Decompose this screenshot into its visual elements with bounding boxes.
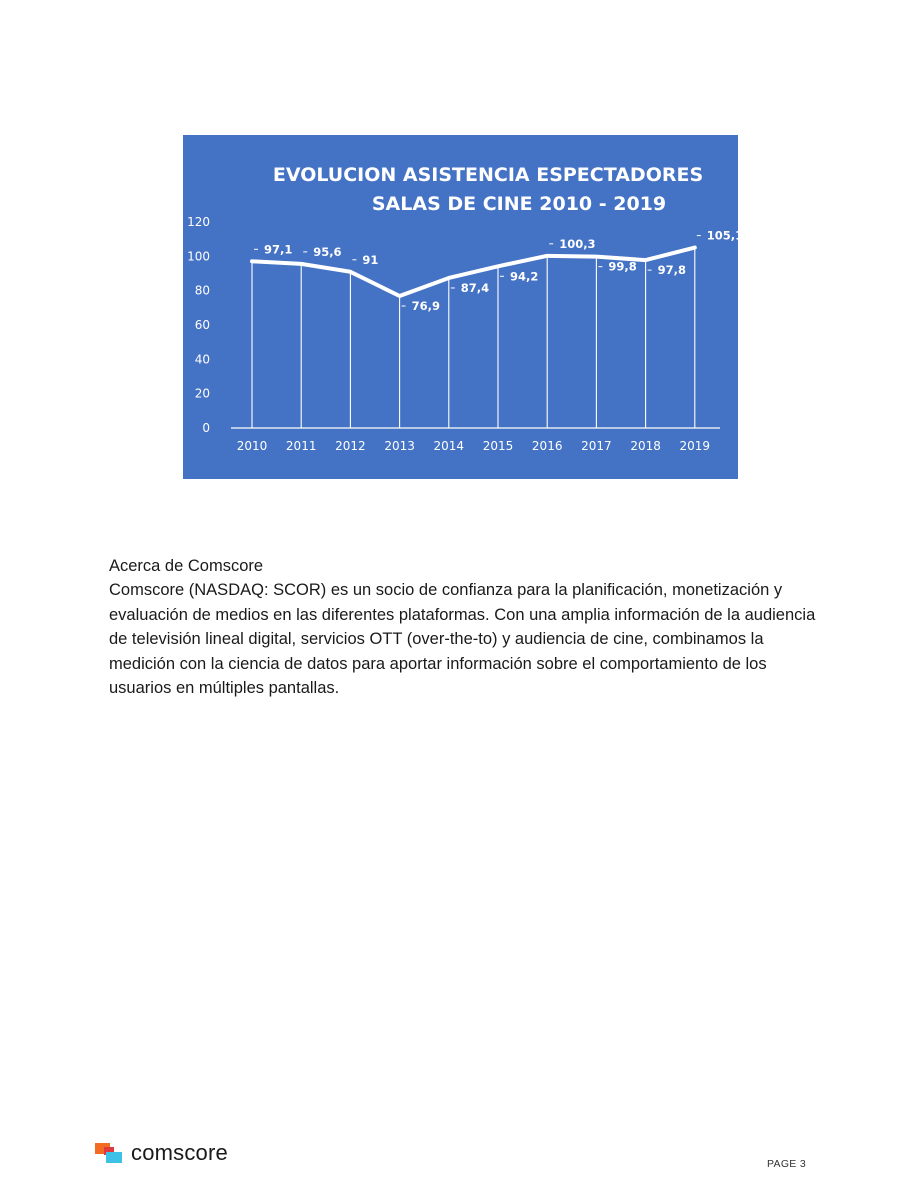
data-label: 97,1	[264, 242, 293, 257]
data-label: 91	[362, 252, 379, 267]
attendance-chart	[183, 135, 744, 479]
y-tick-label: 80	[194, 283, 210, 298]
x-tick-label: 2010	[236, 439, 268, 453]
x-tick-label: 2014	[433, 439, 465, 453]
x-tick-label: 2012	[335, 439, 366, 453]
chart-title-line-1: EVOLUCION ASISTENCIA ESPECTADORES	[272, 164, 704, 186]
y-tick-label: 40	[194, 352, 210, 367]
data-label: 97,8	[657, 263, 686, 278]
data-label: 76,9	[411, 298, 440, 313]
logo-wordmark: comscore	[131, 1140, 228, 1165]
x-tick-label: 2013	[384, 439, 415, 453]
about-body: Comscore (NASDAQ: SCOR) es un socio de confianza para la planificación, monetización y evaluación de medios en las diferentes plataformas. Con una amplia información de la audiencia de televisión lineal digital, servicios OTT (over-the-to) y audiencia de cine, combinamos la medición con la ciencia de datos para aportar información sobre el comportamiento de los usuarios en múltiples pantallas.	[109, 581, 816, 697]
drop-lines	[252, 248, 695, 428]
comscore-logo-icon	[95, 1141, 123, 1165]
about-section	[109, 554, 829, 701]
y-tick-label: 120	[187, 215, 210, 229]
y-tick-label: 0	[202, 421, 210, 435]
x-tick-label: 2017	[581, 439, 612, 453]
data-label: 95,6	[313, 244, 342, 259]
data-label: 87,4	[460, 280, 490, 295]
x-axis	[237, 439, 710, 453]
about-heading: Acerca de Comscore	[109, 557, 264, 575]
x-tick-label: 2011	[285, 439, 317, 453]
y-tick-label: 100	[187, 249, 210, 264]
x-tick-label: 2018	[630, 439, 661, 453]
y-axis	[187, 215, 210, 435]
y-tick-label: 60	[194, 318, 210, 332]
comscore-logo	[95, 1140, 228, 1166]
data-label: 94,2	[510, 269, 539, 284]
chart-canvas	[183, 135, 744, 479]
data-label: 99,8	[608, 259, 637, 274]
x-tick-label: 2015	[482, 439, 514, 453]
data-label: 105,1	[706, 228, 744, 243]
data-labels	[254, 229, 743, 313]
x-tick-label: 2019	[679, 439, 711, 453]
data-label: 100,3	[559, 236, 596, 251]
page-number: PAGE 3	[767, 1158, 806, 1170]
chart-title-line-2: SALAS DE CINE 2010 - 2019	[371, 193, 667, 215]
y-tick-label: 20	[194, 386, 210, 401]
x-tick-label: 2016	[531, 439, 563, 453]
